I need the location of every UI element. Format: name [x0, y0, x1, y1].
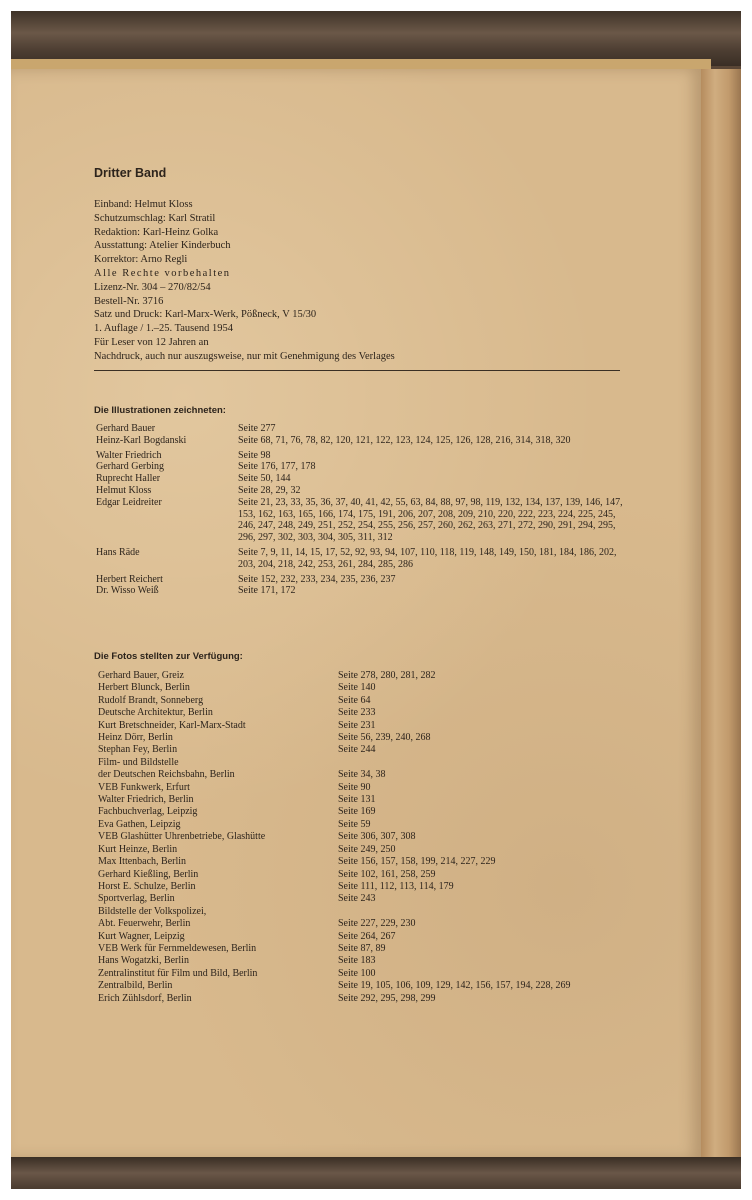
photo-credit-row	[98, 720, 658, 732]
photo-credit-pages: Seite 169	[338, 806, 376, 818]
photo-credit-pages: Seite 243	[338, 893, 376, 905]
photo-credit-pages	[338, 906, 648, 918]
photos-list	[98, 670, 658, 1005]
photo-credit-row	[98, 744, 658, 756]
photo-credit-name: Gerhard Bauer, Greiz	[98, 670, 184, 681]
illustrator-row	[96, 461, 636, 473]
illustrator-name: Gerhard Bauer	[96, 423, 156, 434]
photo-credit-pages: Seite 156, 157, 158, 199, 214, 227, 229	[338, 856, 496, 868]
photo-credit-name: Rudolf Brandt, Sonneberg	[98, 694, 204, 706]
illustrator-row	[96, 574, 636, 586]
photo-credit-pages: Seite 306, 307, 308	[338, 831, 416, 843]
illustrations-list	[96, 423, 636, 597]
photo-credit-row	[98, 918, 658, 930]
photos-heading: Die Fotos stellten zur Verfügung:	[94, 651, 243, 662]
photo-credit-pages: Seite 278, 280, 281, 282	[338, 670, 436, 681]
photo-credit-name: Kurt Heinze, Berlin	[98, 843, 178, 855]
photo-credit-name: Gerhard Kießling, Berlin	[98, 868, 199, 880]
photo-credit-row	[98, 670, 658, 682]
illustrator-row	[96, 585, 636, 597]
illustrator-name: Hans Räde	[96, 546, 140, 558]
illustrator-name: Gerhard Gerbing	[96, 461, 165, 473]
illustrator-name: Edgar Leidreiter	[96, 496, 162, 508]
photo-credit-row	[98, 955, 658, 967]
volume-title: Dritter Band	[94, 166, 167, 180]
illustrator-pages: Seite 176, 177, 178	[238, 461, 316, 473]
photo-credit-row	[98, 931, 658, 943]
photo-credit-row	[98, 794, 658, 806]
photo-credit-pages: Seite 102, 161, 258, 259	[338, 868, 436, 880]
photo-credit-name: Walter Friedrich, Berlin	[98, 794, 194, 806]
imprint-line: Für Leser von 12 Jahren an	[94, 336, 209, 348]
photo-credit-row	[98, 893, 658, 905]
imprint-line: Nachdruck, auch nur auszugsweise, nur mit Genehmigung des Verlages	[94, 350, 395, 362]
photo-credit-name: Horst E. Schulze, Berlin	[98, 880, 196, 892]
illustrator-pages: Seite 171, 172	[238, 585, 296, 597]
photo-credit-name: Zentralbild, Berlin	[98, 980, 173, 992]
photo-credit-pages: Seite 244	[338, 744, 376, 756]
photo-credit-name: Herbert Blunck, Berlin	[98, 682, 190, 694]
photo-credit-row	[98, 906, 658, 918]
illustrator-pages: Seite 50, 144	[238, 473, 291, 485]
photo-credit-name: Heinz Dörr, Berlin	[98, 732, 173, 744]
photo-credit-name: Sportverlag, Berlin	[98, 893, 175, 905]
photo-credit-name: Fachbuchverlag, Leipzig	[98, 806, 198, 818]
illustrator-name: Dr. Wisso Weiß	[96, 585, 159, 597]
photo-credit-row	[98, 881, 658, 893]
illustrator-pages: Seite 7, 9, 11, 14, 15, 17, 52, 92, 93, 94, 107, 110, 118, 119, 148, 149, 150, 181, 184, 186, 202, 203, 204, 218, 242, 253, 261, 284, 285, 286	[238, 546, 617, 570]
photo-credit-pages: Seite 111, 112, 113, 114, 179	[338, 880, 454, 892]
imprint-line: Alle Rechte vorbehalten	[94, 267, 231, 279]
photo-credit-row	[98, 757, 658, 769]
imprint-line: Satz und Druck: Karl-Marx-Werk, Pößneck, V 15/30	[94, 309, 317, 321]
photo-credit-name: Kurt Bretschneider, Karl-Marx-Stadt	[98, 719, 246, 731]
photo-credit-name: Erich Zühlsdorf, Berlin	[98, 992, 192, 1004]
photo-credit-row	[98, 943, 658, 955]
photo-credit-name: Hans Wogatzki, Berlin	[98, 955, 189, 967]
photo-credit-name: Eva Gathen, Leipzig	[98, 818, 181, 830]
photo-credit-pages: Seite 87, 89	[338, 942, 386, 954]
divider-rule	[94, 370, 620, 371]
photo-credit-pages: Seite 100	[338, 967, 376, 979]
photo-credit-row	[98, 819, 658, 831]
imprint-line: Einband: Helmut Kloss	[94, 199, 193, 210]
imprint-block	[94, 198, 634, 364]
photo-credit-pages	[338, 757, 648, 769]
imprint-line: Bestell-Nr. 3716	[94, 295, 164, 307]
photo-credit-name: Bildstelle der Volkspolizei,	[98, 905, 207, 917]
photo-credit-row	[98, 980, 658, 992]
photo-credit-name: VEB Funkwerk, Erfurt	[98, 781, 190, 793]
photo-credit-row	[98, 769, 658, 781]
photo-credit-row	[98, 782, 658, 794]
illustrator-row	[96, 435, 636, 447]
illustrator-name: Ruprecht Haller	[96, 473, 161, 485]
photo-credit-pages: Seite 131	[338, 794, 376, 806]
illustrator-pages: Seite 277	[238, 423, 276, 434]
illustrator-row	[96, 450, 636, 462]
book-spine-edge	[701, 69, 741, 1159]
illustrator-row	[96, 485, 636, 497]
photo-credit-row	[98, 806, 658, 818]
photo-credit-name: VEB Glashütter Uhrenbetriebe, Glashütte	[98, 831, 266, 843]
photo-credit-name: Max Ittenbach, Berlin	[98, 856, 187, 868]
imprint-line: Ausstattung: Atelier Kinderbuch	[94, 240, 231, 252]
illustrator-name: Herbert Reichert	[96, 573, 163, 585]
photo-credit-pages: Seite 249, 250	[338, 843, 396, 855]
photo-frame	[11, 11, 741, 1189]
photo-credit-row	[98, 732, 658, 744]
photo-credit-row	[98, 869, 658, 881]
illustrator-pages: Seite 98	[238, 449, 271, 461]
illustrator-name: Heinz-Karl Bogdanski	[96, 434, 187, 446]
illustrations-heading: Die Illustrationen zeichneten:	[94, 405, 226, 416]
imprint-line: Korrektor: Arno Regli	[94, 254, 188, 266]
illustrator-pages: Seite 152, 232, 233, 234, 235, 236, 237	[238, 573, 396, 585]
photo-credit-name: VEB Werk für Fernmeldewesen, Berlin	[98, 942, 257, 954]
photo-credit-name: Stephan Fey, Berlin	[98, 744, 178, 756]
photo-credit-pages: Seite 231	[338, 719, 376, 731]
illustrator-pages: Seite 68, 71, 76, 78, 82, 120, 121, 122, 123, 124, 125, 126, 128, 216, 314, 318, 320	[238, 434, 571, 446]
photo-credit-pages: Seite 56, 239, 240, 268	[338, 732, 431, 744]
illustrator-name: Helmut Kloss	[96, 484, 152, 496]
photo-credit-row	[98, 682, 658, 694]
photo-credit-row	[98, 856, 658, 868]
photo-credit-pages: Seite 183	[338, 955, 376, 967]
photo-credit-pages: Seite 19, 105, 106, 109, 129, 142, 156, 157, 194, 228, 269	[338, 980, 571, 992]
photo-credit-row	[98, 844, 658, 856]
photo-credit-pages: Seite 264, 267	[338, 930, 396, 942]
photo-credit-name: Abt. Feuerwehr, Berlin	[98, 918, 191, 930]
photo-credit-row	[98, 707, 658, 719]
photo-credit-pages: Seite 34, 38	[338, 769, 386, 781]
photo-credit-pages: Seite 227, 229, 230	[338, 918, 416, 930]
photo-credit-row	[98, 993, 658, 1005]
photo-credit-pages: Seite 90	[338, 781, 371, 793]
photo-credit-name: Kurt Wagner, Leipzig	[98, 930, 185, 942]
photo-credit-pages: Seite 233	[338, 707, 376, 719]
illustrator-row	[96, 547, 636, 571]
imprint-line: 1. Auflage / 1.–25. Tausend 1954	[94, 323, 234, 335]
photo-credit-name: Deutsche Architektur, Berlin	[98, 707, 213, 719]
photo-credit-row	[98, 831, 658, 843]
photo-credit-pages: Seite 59	[338, 818, 371, 830]
wooden-table-bottom	[11, 1157, 741, 1189]
photo-credit-name: Film- und Bildstelle	[98, 756, 179, 768]
illustrator-name: Walter Friedrich	[96, 449, 162, 461]
photo-credit-name: der Deutschen Reichsbahn, Berlin	[98, 769, 235, 781]
illustrator-pages: Seite 28, 29, 32	[238, 484, 301, 496]
imprint-line: Schutzumschlag: Karl Stratil	[94, 212, 216, 224]
photo-credit-row	[98, 968, 658, 980]
imprint-line: Redaktion: Karl-Heinz Golka	[94, 226, 219, 238]
photo-credit-row	[98, 695, 658, 707]
illustrator-row	[96, 423, 636, 435]
photo-credit-name: Zentralinstitut für Film und Bild, Berlin	[98, 967, 258, 979]
illustrator-row	[96, 497, 636, 544]
illustrator-pages: Seite 21, 23, 33, 35, 36, 37, 40, 41, 42, 55, 63, 84, 88, 97, 98, 119, 132, 134, 137, 139, 146, 147, 153, 162, 163, 165, 166, 174, 175, 191, 206, 207, 208, 209, 210, 220, 222, 223, 224, 225, 245, 246, 247, 248, 249, 251, 252, 254, 255, 256, 257, 260, 262, 263, 271, 272, 290, 291, 294, 295, 296, 297, 302, 303, 304, 305, 311, 312	[238, 496, 623, 544]
photo-credit-pages: Seite 64	[338, 694, 371, 706]
photo-credit-pages: Seite 292, 295, 298, 299	[338, 992, 436, 1004]
wooden-table-top	[11, 11, 741, 66]
imprint-line: Lizenz-Nr. 304 – 270/82/54	[94, 281, 211, 293]
photo-credit-pages: Seite 140	[338, 682, 376, 694]
illustrator-row	[96, 473, 636, 485]
